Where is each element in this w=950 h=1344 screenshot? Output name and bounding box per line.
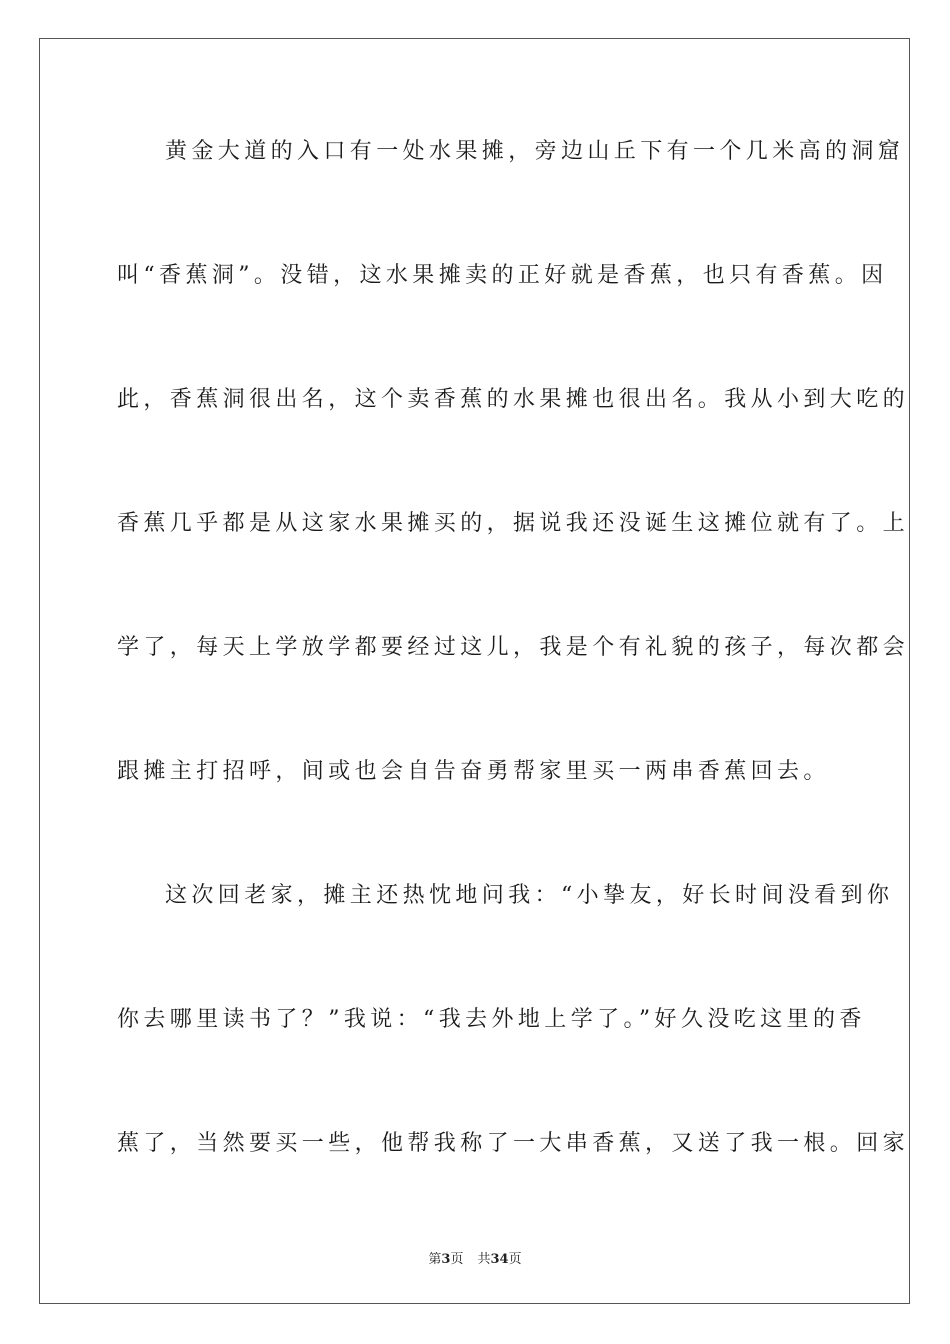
text-line-5: 学了，每天上学放学都要经过这儿，我是个有礼貌的孩子，每次都会 (117, 635, 910, 660)
text-line-2: 叫“香蕉洞”。没错，这水果摊卖的正好就是香蕉，也只有香蕉。因 (117, 263, 888, 288)
text-line-6: 跟摊主打招呼，间或也会自告奋勇帮家里买一两串香蕉回去。 (117, 759, 830, 784)
page-footer (0, 1248, 950, 1267)
page-suffix: 页 (450, 1252, 464, 1267)
total-prefix: 共 (477, 1252, 491, 1267)
page-number: 3 (441, 1252, 451, 1267)
text-line-8: 你去哪里读书了？”我说：“我去外地上学了。”好久没吃这里的香 (117, 1007, 866, 1032)
text-line-7: 这次回老家，摊主还热忱地问我：“小挚友，好长时间没看到你 (165, 883, 894, 908)
text-line-4: 香蕉几乎都是从这家水果摊买的，据说我还没诞生这摊位就有了。上 (117, 511, 910, 536)
total-suffix: 页 (508, 1252, 522, 1267)
text-line-9: 蕉了，当然要买一些，他帮我称了一大串香蕉，又送了我一根。回家 (117, 1131, 910, 1156)
page-prefix: 第 (428, 1252, 442, 1267)
total-pages: 34 (490, 1252, 509, 1267)
page-border (39, 38, 910, 1304)
text-line-1: 黄金大道的入口有一处水果摊，旁边山丘下有一个几米高的洞窟 (165, 139, 905, 164)
text-line-3: 此，香蕉洞很出名，这个卖香蕉的水果摊也很出名。我从小到大吃的 (117, 387, 910, 412)
